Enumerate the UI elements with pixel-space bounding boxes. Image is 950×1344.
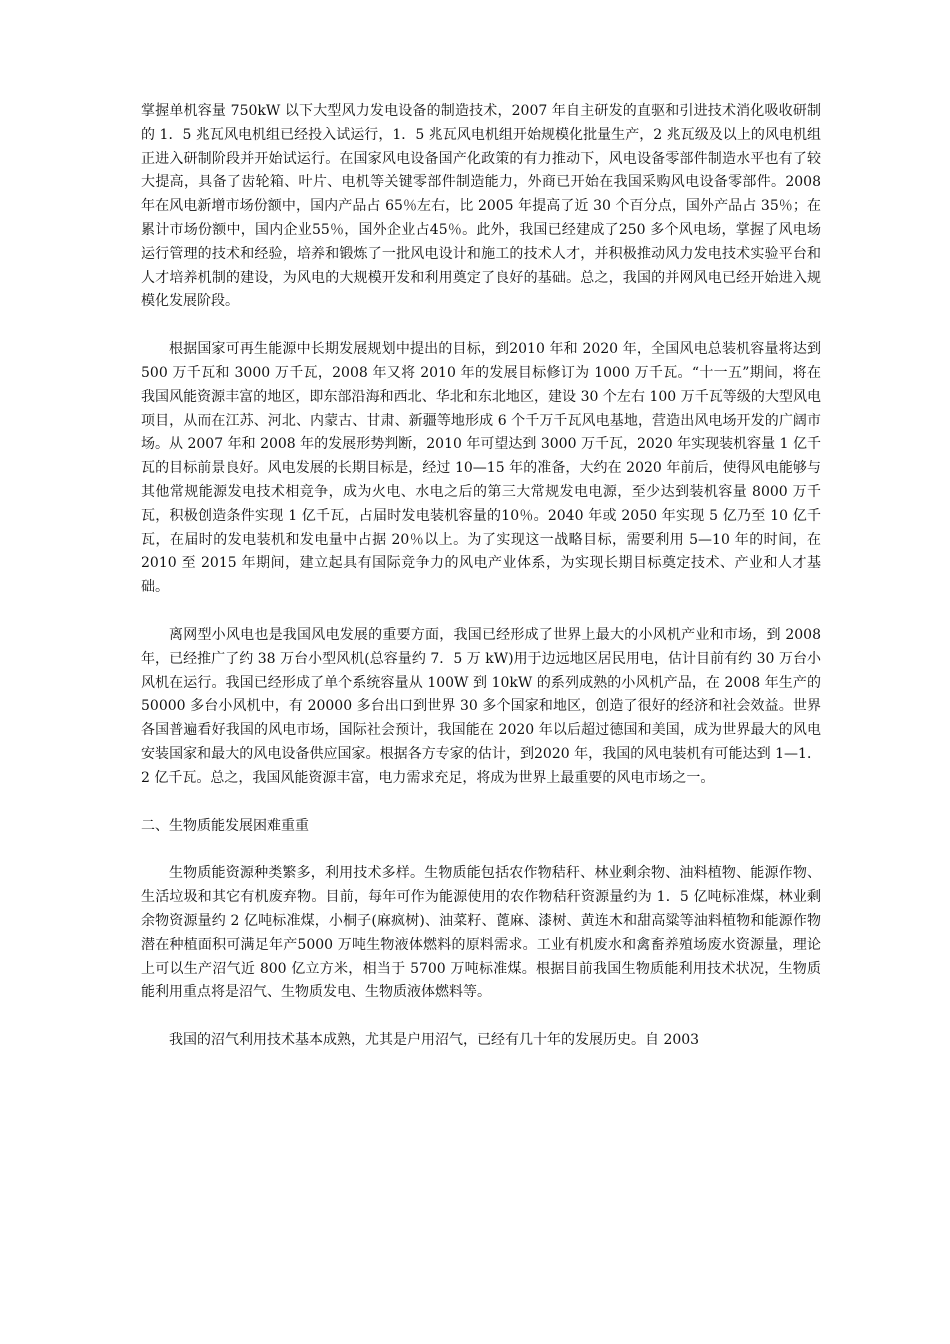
paragraph-small-wind: 离网型小风电也是我国风电发展的重要方面，我国已经形成了世界上最大的小风机产业和市场，到 2008 年，已经推广了约 38 万台小型风机(总容量约 7．5 万 kW)用于边远地区居民用电，估计目前有约 30 万台小风机在运行。我国已经形成了单个系统容量从 100W 到 10kW 的系列成熟的小风机产品，在 2008 年生产的 50000 多台小风机中，有 20000 多台出口到世界 30 多个国家和地区，创造了很好的经济和社会效益。世界各国普遍看好我国的风电市场，国际社会预计，我国能在 2020 年以后超过德国和美国，成为世界最大的风电安装国家和最大的风电设备供应国家。根据各方专家的估计，到2020 年，我国的风电装机有可能达到 1—1．2 亿千瓦。总之，我国风能资源丰富，电力需求充足，将成为世界上最重要的风电市场之一。: [141, 626, 821, 786]
paragraph-wind-targets: 根据国家可再生能源中长期发展规划中提出的目标，到2010 年和 2020 年，全国风电总装机容量将达到 500 万千瓦和 3000 万千瓦，2008 年又将 2010 年的发展目标修订为 1000 万千瓦。“十一五”期间，将在我国风能资源丰富的地区，即东部沿海和西北、华北和东北地区，建设 30 个左右 100 万千瓦等级的大型风电项目，从而在江苏、河北、内蒙古、甘肃、新疆等地形成 6 个千万千瓦风电基地，营造出风电场开发的广阔市场。从 2007 年和 2008 年的发展形势判断，2010 年可望达到 3000 万千瓦，2020 年实现装机容量 1 亿千瓦的目标前景良好。风电发展的长期目标是，经过 10—15 年的准备，大约在 2020 年前后，使得风电能够与其他常规能源发电技术相竞争，成为火电、水电之后的第三大常规发电电源，至少达到装机容量 8000 万千瓦，积极创造条件实现 1 亿千瓦，占届时发电装机容量的10％。2040 年或 2050 年实现 5 亿乃至 10 亿千瓦，在届时的发电装机和发电量中占据 20％以上。为了实现这一战略目标，需要利用 5—10 年的时间，在 2010 至 2015 年期间，建立起具有国际竞争力的风电产业体系，为实现长期目标奠定技术、产业和人才基础。: [141, 341, 821, 596]
document-body: [141, 100, 821, 1077]
paragraph-biogas: 我国的沼气利用技术基本成熟，尤其是户用沼气，已经有几十年的发展历史。自 2003: [169, 1032, 700, 1049]
paragraph-wind-equipment: 掌握单机容量 750kW 以下大型风力发电设备的制造技术，2007 年自主研发的直驱和引进技术消化吸收研制的 1．5 兆瓦风电机组已经投入试运行，1．5 兆瓦风电机组开始规模化批量生产，2 兆瓦级及以上的风电机组正进入研制阶段并开始试运行。在国家风电设备国产化政策的有力推动下，风电设备零部件制造水平也有了较大提高，具备了齿轮箱、叶片、电机等关键零部件制造能力，外商已开始在我国采购风电设备零部件。2008 年在风电新增市场份额中，国内产品占 65％左右，比 2005 年提高了近 30 个百分点，国外产品占 35％；在累计市场份额中，国内企业55％，国外企业占45％。此外，我国已经建成了250 多个风电场，掌握了风电场运行管理的技术和经验，培养和锻炼了一批风电设计和施工的技术人才，并积极推动风力发电技术实验平台和人才培养机制的建设，为风电的大规模开发和利用奠定了良好的基础。总之，我国的并网风电已经开始进入规模化发展阶段。: [141, 103, 821, 310]
paragraph-biomass-resources: 生物质能资源种类繁多，利用技术多样。生物质能包括农作物秸秆、林业剩余物、油料植物、能源作物、生活垃圾和其它有机废弃物。目前，每年可作为能源使用的农作物秸秆资源量约为 1．5 亿吨标准煤，林业剩余物资源量约 2 亿吨标准煤，小桐子(麻疯树)、油菜籽、蓖麻、漆树、黄连木和甜高粱等油料植物和能源作物潜在种植面积可满足年产5000 万吨生物液体燃料的原料需求。工业有机废水和禽畜养殖场废水资源量，理论上可以生产沼气近 800 亿立方米，相当于 5700 万吨标准煤。根据目前我国生物质能利用技术状况，生物质能利用重点将是沼气、生物质发电、生物质液体燃料等。: [141, 865, 821, 1001]
section-heading-biomass: 二、生物质能发展困难重重: [141, 817, 309, 834]
